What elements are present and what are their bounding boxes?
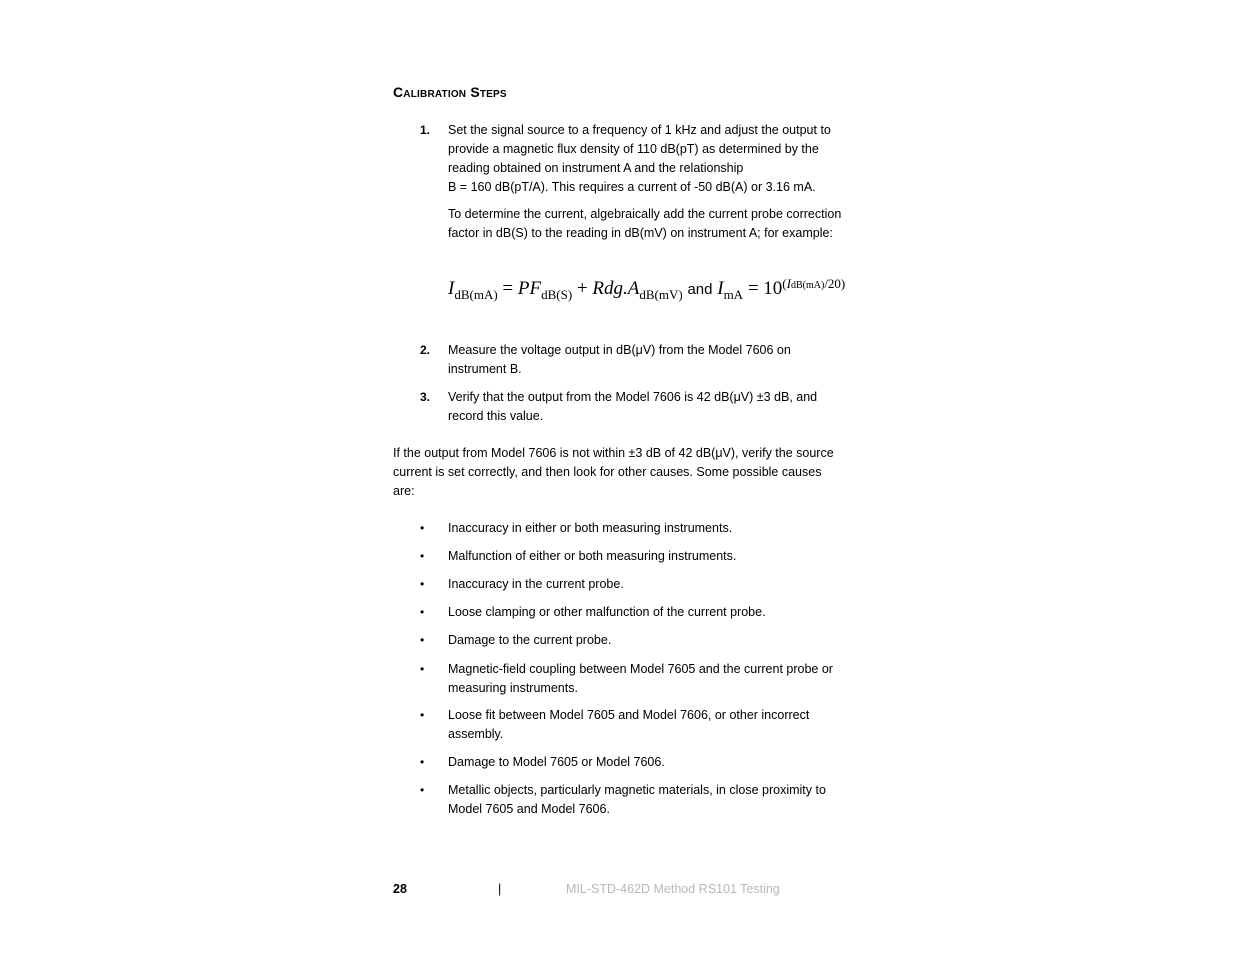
formula-operator: = 10 [747,278,783,299]
step-1-note: To determine the current, algebraically add the current probe correction factor in dB(S) to the reading in dB(mV) on instrument A; for example: [448,207,842,240]
step-text-line: Set the signal source to a frequency of 1 kHz and adjust the output to provide a magnetic flux density of 110 dB(pT) as determined by the reading obtained on instrument A and the relationship [448,123,831,175]
formula-symbol: I [717,278,724,299]
bullet-icon: • [420,708,425,722]
step-number: 3. [420,390,431,404]
causes-intro: If the output from Model 7606 is not within ±3 dB of 42 dB(μV), verify the source current is set correctly, and then look for other causes. Some possible causes are: [393,446,834,498]
formula-operator: + [576,278,588,299]
formula-exponent [782,276,845,291]
bullet-icon: • [420,662,425,676]
bullet-icon: • [420,605,425,619]
step-text-line: B = 160 dB(pT/A). This requires a current of -50 dB(A) or 3.16 mA. [448,180,816,194]
formula-symbol: I [448,278,455,299]
cause-text: Damage to Model 7605 or Model 7606. [448,755,665,769]
formula-operator: = [502,278,514,299]
footer-separator: | [498,882,502,896]
cause-text: Loose fit between Model 7605 and Model 7606, or other incorrect assembly. [448,708,810,741]
current-formula [448,278,845,300]
exp-subscript: dB(mA) [790,280,825,291]
bullet-icon: • [420,549,425,563]
cause-text: Inaccuracy in the current probe. [448,577,624,591]
step-number: 1. [420,123,431,137]
step-text: Verify that the output from the Model 7606 is 42 dB(μV) ±3 dB, and record this value. [448,390,818,423]
step-number: 2. [420,343,431,357]
formula-subscript: dB(mA) [454,287,498,302]
cause-text: Damage to the current probe. [448,633,612,647]
footer-title: MIL-STD-462D Method RS101 Testing [566,882,780,896]
bullet-icon: • [420,783,425,797]
exp-open: ( [782,276,787,291]
step-text: Measure the voltage output in dB(μV) from the Model 7606 on instrument B. [448,343,791,376]
bullet-icon: • [420,633,425,647]
bullet-icon: • [420,577,425,591]
formula-subscript: dB(S) [541,287,573,302]
exp-symbol: I [786,276,791,291]
cause-text: Inaccuracy in either or both measuring instruments. [448,521,733,535]
section-title: Calibration Steps [393,84,507,100]
formula-subscript: dB(mV) [639,287,683,302]
cause-text: Metallic objects, particularly magnetic materials, in close proximity to Model 7605 and Model 7606. [448,783,826,816]
cause-text: Malfunction of either or both measuring instruments. [448,549,737,563]
step-text [448,121,840,197]
cause-text: Magnetic-field coupling between Model 7605 and the current probe or measuring instruments. [448,662,833,695]
cause-text: Loose clamping or other malfunction of the current probe. [448,605,766,619]
formula-symbol: PF [517,278,542,299]
exp-tail: /20) [824,276,846,291]
formula-and: and [687,281,713,298]
formula-symbol: Rdg.A [592,278,640,299]
bullet-icon: • [420,521,425,535]
bullet-icon: • [420,755,425,769]
page-number: 28 [393,882,407,896]
formula-subscript: mA [723,287,744,302]
